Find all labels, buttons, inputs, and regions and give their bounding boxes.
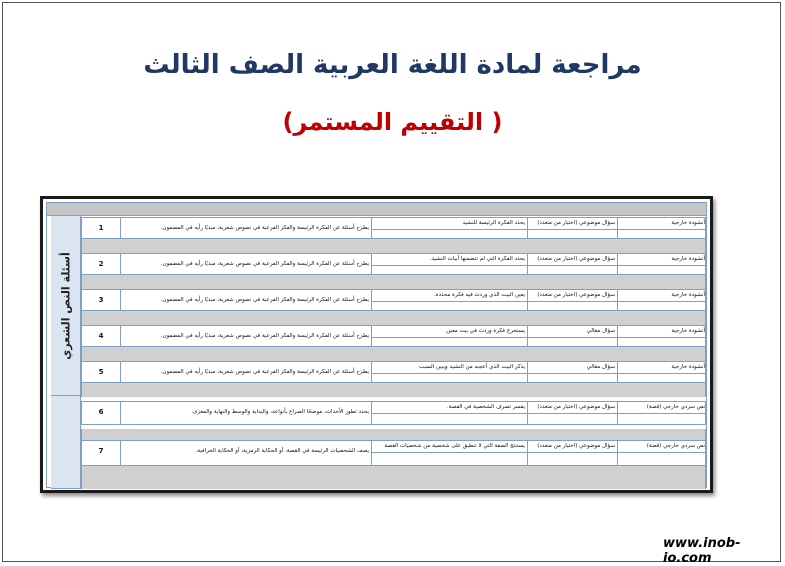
- question-cell: [371, 290, 527, 310]
- row-separator: [81, 311, 706, 325]
- question-type: سؤال موضوعي (اختيار من متعدد): [537, 256, 615, 262]
- learning-outcome: يحدد تطور الأحداث، موضحًا الصراع بأنواعه، والبداية والوسط والنهاية والمغزى.: [120, 402, 371, 424]
- row-number: 2: [98, 260, 104, 268]
- question-type: سؤال موضوعي (اختيار من متعدد): [537, 220, 615, 226]
- table-body: [46, 202, 707, 488]
- source-text: نص سردي خارجي (قصة): [646, 443, 705, 449]
- cell-divider: [618, 301, 707, 302]
- row-number: 4: [98, 332, 104, 340]
- row-number: 1: [98, 224, 104, 232]
- question-cell: [371, 254, 527, 274]
- section-label-poetry: [51, 216, 81, 396]
- page-title: مراجعة لمادة اللغة العربية الصف الثالث: [143, 50, 642, 80]
- question-cell: [371, 402, 527, 424]
- question-type-cell: [527, 290, 617, 310]
- learning-outcome: يطرح أسئلة عن الفكرة الرئيسة والفكر الفرعية في نصوص شعرية، مبديًا رأيه في المضمون.: [120, 218, 371, 238]
- source-text: أنشودة خارجية: [671, 256, 705, 262]
- cell-divider: [372, 229, 527, 230]
- question-type-cell: [527, 254, 617, 274]
- question-type-cell: [527, 441, 617, 465]
- table-row: [81, 361, 706, 383]
- row-number: 7: [98, 447, 104, 455]
- cell-divider: [618, 373, 707, 374]
- row-number: 3: [98, 296, 104, 304]
- table-row: [81, 401, 706, 425]
- learning-outcome: يطرح أسئلة عن الفكرة الرئيسة والفكر الفرعية في نصوص شعرية، مبديًا رأيه في المضمون.: [120, 326, 371, 346]
- source-cell: [617, 326, 707, 346]
- table-row: [81, 253, 706, 275]
- learning-outcome: يصف الشخصيات الرئيسة في القصة، أو الحكاية الرمزية، أو الحكاية الخرافية.: [120, 441, 371, 465]
- source-cell: [617, 290, 707, 310]
- question-type: سؤال مقالي: [586, 364, 615, 370]
- cell-divider: [372, 337, 527, 338]
- row-number: 5: [98, 368, 104, 376]
- cell-divider: [528, 337, 617, 338]
- cell-divider: [528, 265, 617, 266]
- cell-divider: [372, 452, 527, 453]
- section-label-text: أسئلة النص الشعري: [59, 251, 72, 360]
- source-text: نص سردي خارجي (قصة): [646, 404, 705, 410]
- row-separator: [81, 275, 706, 289]
- cell-divider: [528, 301, 617, 302]
- cell-divider: [528, 373, 617, 374]
- cell-divider: [618, 265, 707, 266]
- table-header-bar: [47, 203, 706, 216]
- page-subtitle: (التقييم المستمر ): [282, 108, 503, 136]
- question-text: يستنتج الصفة التي لا تنطبق على شخصية من شخصيات القصة: [384, 443, 525, 449]
- learning-outcome: يطرح أسئلة عن الفكرة الرئيسة والفكر الفرعية في نصوص شعرية، مبديًا رأيه في المضمون.: [120, 290, 371, 310]
- source-cell: [617, 254, 707, 274]
- learning-outcome: يطرح أسئلة عن الفكرة الرئيسة والفكر الفرعية في نصوص شعرية، مبديًا رأيه في المضمون.: [120, 254, 371, 274]
- cell-divider: [372, 373, 527, 374]
- source-text: أنشودة خارجية: [671, 292, 705, 298]
- question-cell: [371, 326, 527, 346]
- cell-divider: [372, 265, 527, 266]
- question-type: سؤال موضوعي (اختيار من متعدد): [537, 292, 615, 298]
- row-separator: [81, 347, 706, 361]
- watermark: www.inob-io.com: [663, 536, 741, 566]
- question-type-cell: [527, 326, 617, 346]
- table-row: [81, 217, 706, 239]
- row-separator: [81, 462, 706, 489]
- cell-divider: [372, 413, 527, 414]
- question-cell: [371, 218, 527, 238]
- learning-outcome: يطرح أسئلة عن الفكرة الرئيسة والفكر الفرعية في نصوص شعرية، مبديًا رأيه في المضمون.: [120, 362, 371, 382]
- cell-divider: [528, 413, 617, 414]
- question-text: يحدد الفكرة التي لم تتضمنها أبيات النشيد.: [429, 256, 525, 262]
- row-separator: [81, 383, 706, 397]
- source-cell: [617, 402, 707, 424]
- cell-divider: [618, 452, 707, 453]
- cell-divider: [528, 229, 617, 230]
- source-text: أنشودة خارجية: [671, 220, 705, 226]
- cell-divider: [528, 452, 617, 453]
- question-type-cell: [527, 218, 617, 238]
- row-separator: [81, 239, 706, 253]
- cell-divider: [372, 301, 527, 302]
- question-type-cell: [527, 402, 617, 424]
- question-text: يستخرج فكرة وردت في بيت معين: [446, 328, 525, 334]
- question-cell: [371, 362, 527, 382]
- question-cell: [371, 441, 527, 465]
- table-row: [81, 289, 706, 311]
- source-cell: [617, 362, 707, 382]
- question-text: يذكر البيت الذي أعجبه من النشيد ويبين السبب: [419, 364, 525, 370]
- review-table: [40, 196, 713, 493]
- question-type: سؤال مقالي: [586, 328, 615, 334]
- cell-divider: [618, 337, 707, 338]
- question-text: يحدد الفكرة الرئيسة للنشيد: [462, 220, 525, 226]
- source-text: أنشودة خارجية: [671, 364, 705, 370]
- table-row: [81, 325, 706, 347]
- question-type: سؤال موضوعي (اختيار من متعدد): [537, 404, 615, 410]
- question-type: سؤال موضوعي (اختيار من متعدد): [537, 443, 615, 449]
- section-label-story: [51, 396, 81, 489]
- source-text: أنشودة خارجية: [671, 328, 705, 334]
- cell-divider: [618, 229, 707, 230]
- question-text: يفسر تصرف الشخصية في القصة.: [447, 404, 525, 410]
- source-cell: [617, 218, 707, 238]
- source-cell: [617, 441, 707, 465]
- row-number: 6: [98, 408, 104, 416]
- question-text: يعين البيت الذي وردت فيه فكرة محددة.: [433, 292, 525, 298]
- cell-divider: [618, 413, 707, 414]
- table-row: [81, 440, 706, 466]
- question-type-cell: [527, 362, 617, 382]
